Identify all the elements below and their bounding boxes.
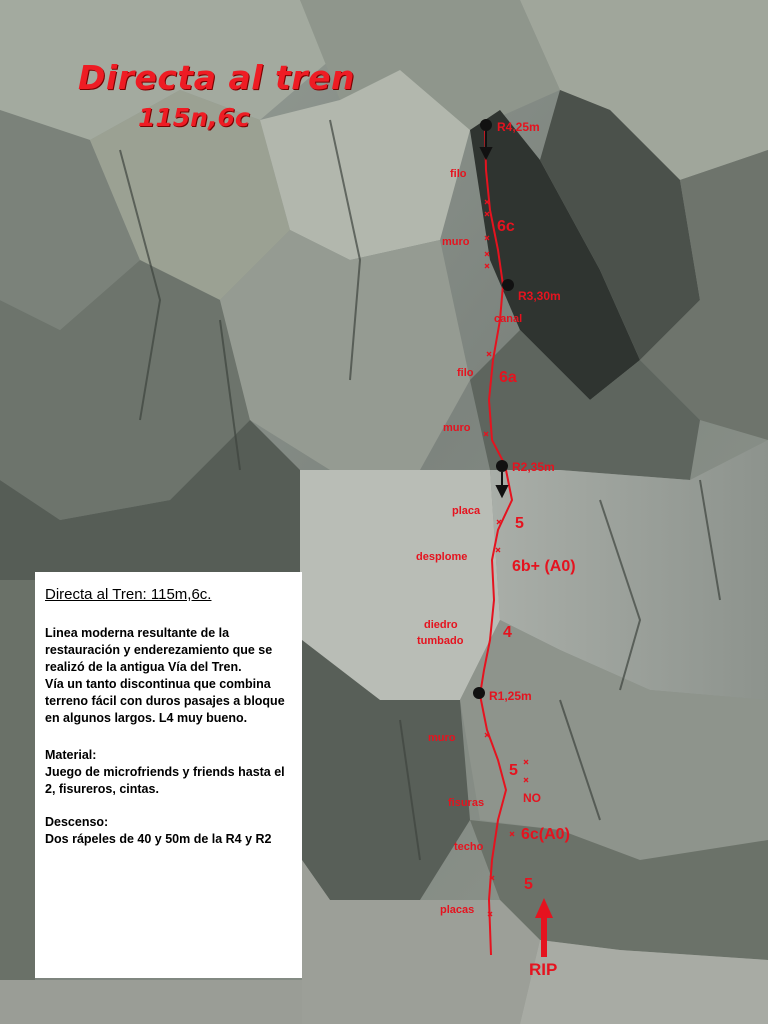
grade-label: 6a (499, 369, 517, 386)
info-description: Linea moderna resultante de la restauración y enderezamiento que se realizó de la antigua Vía del Tren. Vía un tanto discontinua que combina terreno fácil con duros pasajes a bloque en algunos largos. L4 muy bueno. (45, 626, 285, 725)
start-label: RIP (529, 960, 558, 979)
relay-r1-marker (473, 687, 485, 699)
grade-label: 6c (497, 218, 515, 235)
material-label: Material: (45, 748, 97, 762)
grade-label: 5 (509, 762, 518, 779)
terrain-label: techo (454, 841, 484, 853)
material-text: Juego de microfriends y friends hasta el 2, fisureros, cintas. (45, 765, 285, 796)
relay-label-r1: R1,25m (489, 689, 532, 703)
grade-label: 5 (515, 515, 524, 532)
route-subtitle: 115n,6c (138, 103, 250, 132)
relay-r4-marker (480, 119, 492, 131)
terrain-label: desplome (416, 551, 468, 563)
grade-label: NO (523, 791, 541, 805)
relay-label-r2: R2,35m (512, 460, 555, 474)
terrain-label: muro (442, 236, 470, 248)
grade-label: 4 (503, 624, 512, 641)
terrain-label: diedro (424, 619, 458, 631)
grade-label: 5 (524, 876, 533, 893)
info-heading: Directa al Tren: 115m,6c. (45, 586, 212, 603)
terrain-label: muro (428, 732, 456, 744)
terrain-label: filo (450, 168, 467, 180)
terrain-label: fisuras (448, 797, 485, 809)
terrain-label: canal (494, 313, 523, 325)
terrain-label: placa (452, 505, 481, 517)
start-arrow (535, 898, 553, 957)
relay-r2-marker (496, 460, 508, 472)
relay-label-r3: R3,30m (518, 289, 561, 303)
route-line (480, 125, 512, 955)
terrain-label: filo (457, 367, 474, 379)
terrain-label: placas (440, 904, 475, 916)
grade-label: 6c(A0) (521, 826, 570, 843)
terrain-label: muro (443, 422, 471, 434)
descent-label: Descenso: (45, 815, 109, 829)
route-info-panel (35, 572, 302, 978)
route-title: Directa al tren (78, 58, 355, 97)
relay-label-r4: R4,25m (497, 120, 540, 134)
terrain-label: tumbado (417, 635, 464, 647)
relay-r3-marker (502, 279, 514, 291)
descent-text: Dos rápeles de 40 y 50m de la R4 y R2 (45, 832, 272, 846)
grade-label: 6b+ (A0) (512, 558, 576, 575)
